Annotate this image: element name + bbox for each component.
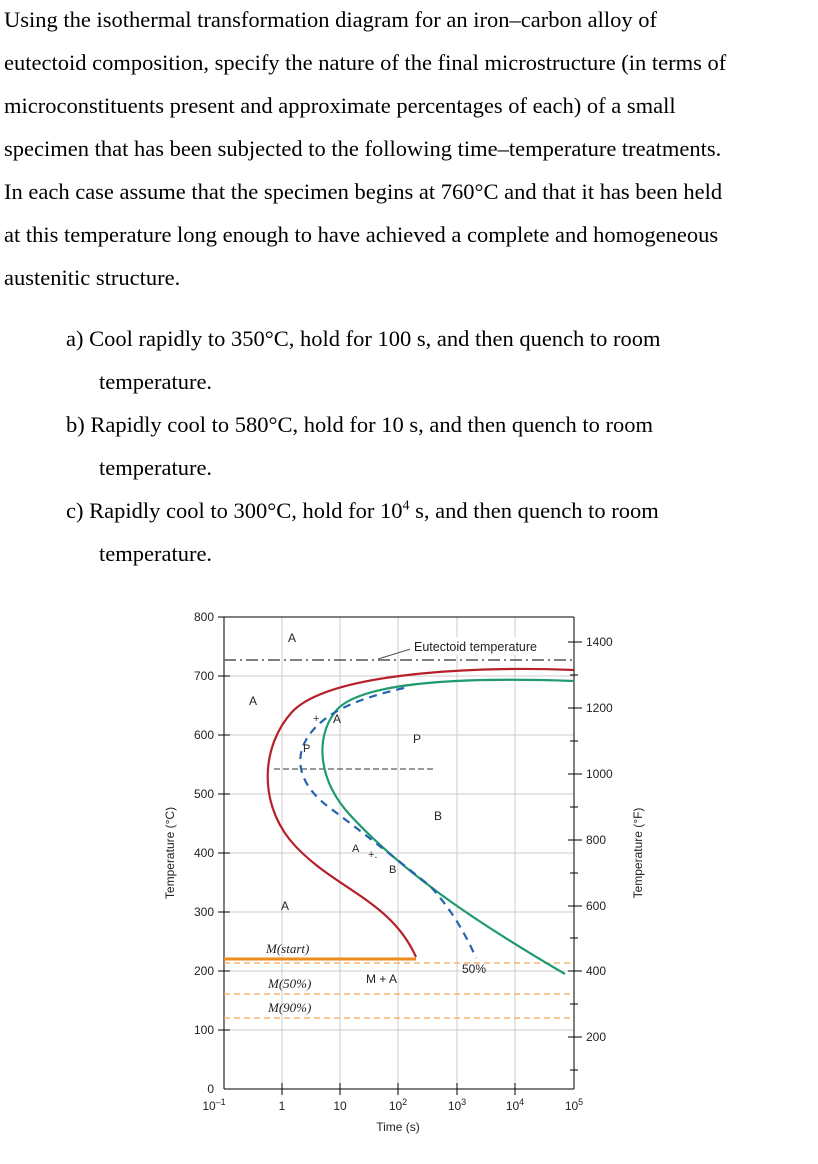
label-martensite-50: M(50%) [268, 976, 312, 991]
y-tick-label: 700 [193, 669, 214, 683]
label-pearlite: P [413, 732, 422, 746]
item-b-text: b) Rapidly cool to 580°C, hold for 10 s, and then quench to room [66, 412, 654, 437]
y2-tick-label: 200 [586, 1030, 607, 1044]
x-tick-label: 1 [278, 1099, 286, 1113]
problem-line: specimen that has been subjected to the following time–temperature treatments. [4, 136, 722, 161]
label-martensite-90: M(90%) [268, 1000, 312, 1015]
x-tick-label: $10^{-1}$ [202, 1097, 226, 1113]
label-austenite-mid: A [281, 899, 290, 913]
x-axis-title: Time (s) [376, 1120, 420, 1134]
item-b-continuation: temperature. [99, 455, 213, 480]
label-eutectoid-temperature: Eutectoid temperature [414, 640, 537, 654]
label-austenite-nose: A [333, 712, 342, 726]
x-tick-label: $10^4$ [505, 1097, 525, 1113]
x-tick-label: $10^3$ [447, 1097, 467, 1113]
y-tick-label: 200 [193, 964, 214, 978]
y-axis-tick-labels [194, 610, 214, 1096]
region-labels [249, 631, 486, 986]
item-c-exponent: 4 [402, 498, 410, 514]
y2-tick-label: 1400 [586, 635, 613, 649]
x-tick-label: $10^2$ [388, 1097, 408, 1113]
x-axis-tick-labels [202, 1097, 583, 1113]
question-item-c [66, 489, 806, 575]
y-tick-label: 600 [193, 728, 214, 742]
problem-line: at this temperature long enough to have achieved a complete and homogeneous [4, 222, 719, 247]
problem-line: In each case assume that the specimen begins at 760°C and that it has been held [4, 179, 723, 204]
y-tick-label: 100 [193, 1023, 214, 1037]
x-tick-label: $10^5$ [564, 1097, 584, 1113]
item-a-text: a) Cool rapidly to 350°C, hold for 100 s, and then quench to room [66, 326, 661, 351]
label-austenite-top: A [288, 631, 297, 645]
y-tick-label: 500 [193, 787, 214, 801]
label-bainite-small: B [389, 864, 397, 876]
y2-tick-label: 1000 [586, 767, 613, 781]
y2-tick-label: 1200 [586, 701, 613, 715]
plus-marker: +. [368, 849, 378, 861]
right-ticks [568, 642, 582, 1070]
label-pearlite-small: P [303, 743, 311, 755]
x-tick-label: 10 [333, 1099, 347, 1113]
y2-tick-label: 400 [586, 964, 607, 978]
item-a-continuation: temperature. [99, 369, 213, 394]
question-item-a [66, 317, 806, 403]
label-austenite-lower: A [352, 843, 360, 855]
y-tick-label: 300 [193, 905, 214, 919]
item-c-continuation: temperature. [99, 541, 213, 566]
label-martensite-plus-austenite: M + A [366, 972, 398, 986]
eutectoid-leader [378, 648, 414, 659]
y-axis-title: Temperature (°C) [163, 806, 177, 900]
label-fifty-percent: 50% [462, 962, 487, 976]
item-c-text [66, 489, 806, 532]
plus-marker: + [313, 713, 320, 725]
y2-axis-title: Temperature (°F) [631, 807, 645, 899]
label-bainite: B [434, 809, 443, 823]
problem-line: Using the isothermal transformation diagram for an iron–carbon alloy of [4, 7, 657, 32]
item-c-text-post: s, and then quench to room [409, 498, 659, 523]
y2-tick-label: 800 [586, 833, 607, 847]
label-martensite-start: M(start) [266, 941, 310, 956]
martensite-labels [265, 941, 311, 1015]
problem-line: eutectoid composition, specify the nature of the final microstructure (in terms of [4, 50, 727, 75]
problem-line: microconstituents present and approximate percentages of each) of a small [4, 93, 676, 118]
y2-axis-tick-labels [586, 635, 613, 1044]
isothermal-transformation-diagram [0, 590, 818, 1164]
y-tick-label: 400 [193, 846, 214, 860]
finish-curve [322, 680, 574, 974]
label-austenite-left: A [249, 694, 258, 708]
problem-line: austenitic structure. [4, 265, 181, 290]
problem-statement [4, 0, 816, 299]
y2-tick-label: 600 [586, 899, 607, 913]
y-tick-label: 0 [207, 1082, 214, 1096]
question-item-b [66, 403, 806, 489]
y-tick-label: 800 [193, 610, 214, 624]
item-c-text-pre: c) Rapidly cool to 300°C, hold for 10 [66, 498, 403, 523]
